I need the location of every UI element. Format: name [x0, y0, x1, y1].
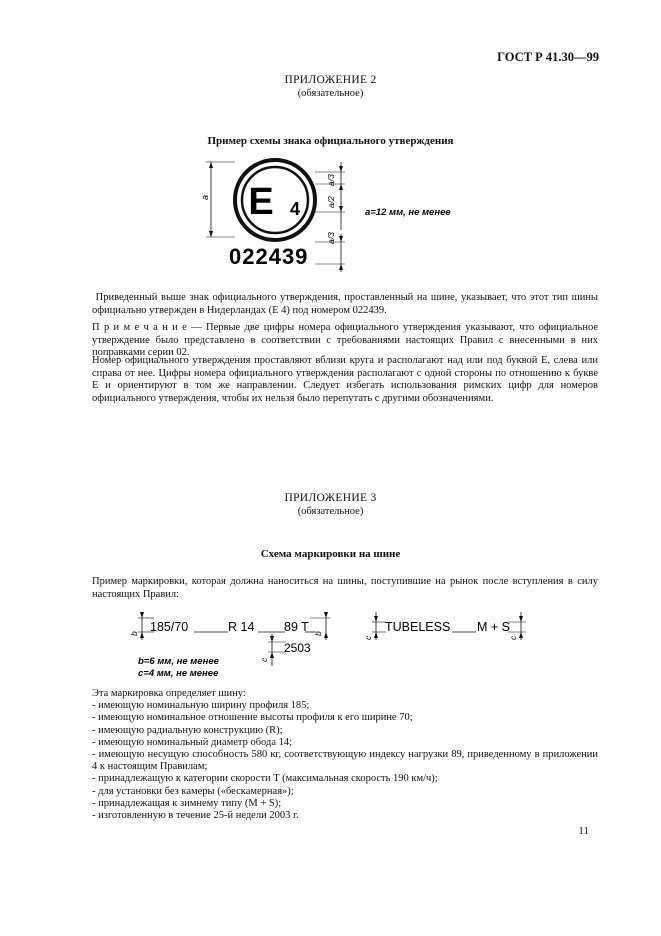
marking-tubeless: TUBELESS: [385, 620, 451, 634]
list-item: - для установки без камеры («бескамерная»);: [92, 785, 294, 797]
list-item: - принадлежащая к зимнему типу (M + S);: [92, 797, 282, 809]
list-item: - принадлежащую к категории скорости T (максимальная скорость 190 км/ч);: [92, 773, 438, 785]
dim-c-week-label: c: [259, 657, 269, 662]
appendix-3-subtitle: (обязательное): [297, 506, 364, 517]
list-item: - имеющую номинальную ширину профиля 185;: [92, 700, 310, 712]
list-item: - имеющую несущую способность 580 кг, соответствующую индексу нагрузки 89, приведенному в приложении 4 к настоящим Правилам;: [92, 749, 598, 773]
list-item: - изготовленную в течение 25-й недели 2003 г.: [92, 810, 299, 822]
list-intro: Эта маркировка определяет шину:: [92, 688, 246, 699]
marking-load-speed: 89 T: [284, 620, 309, 634]
dim-b-right-label: b: [313, 631, 323, 636]
paragraph-number-placement: Номер официального утверждения проставляют вблизи круга и располагают над или под буквой E, слева или справа от нее. Цифры номера официального утверждения располагают с одной стороны по отношению к букве E и ориентируют в том же направлении. Следует избегать использования римских цифр для номеров официального утверждения, чтобы их нельзя было перепутать с другими обозначениями.: [92, 355, 598, 404]
document-code: ГОСТ Р 41.30—99: [497, 50, 599, 64]
marking-construction: R 14: [228, 620, 255, 634]
marking-note-b: b=6 мм, не менее: [138, 656, 219, 667]
list-item: - имеющую радиальную конструкцию (R);: [92, 724, 283, 736]
appendix-2-title: ПРИЛОЖЕНИЕ 2: [284, 74, 377, 86]
list-item: - имеющую номинальный диаметр обода 14;: [92, 736, 293, 748]
page-number: 11: [578, 825, 589, 837]
appendix-2-subtitle: (обязательное): [297, 88, 364, 99]
dim-a3-bottom-label: a/3: [326, 232, 336, 244]
tire-marking-figure: [120, 604, 540, 684]
dim-a2-label: a/2: [326, 196, 336, 208]
marking-week-code: 2503: [284, 641, 311, 655]
dim-b-left-label: b: [129, 631, 139, 636]
appendix-2-heading: Пример схемы знака официального утверждения: [207, 135, 454, 147]
dim-a3-top-label: a/3: [326, 174, 336, 186]
list-item: - имеющую номинальное отношение высоты профиля к его ширине 70;: [92, 712, 413, 724]
approval-size-note: a=12 мм, не менее: [365, 207, 451, 218]
marking-definition-list: [92, 688, 598, 822]
marking-winter: M + S: [477, 620, 510, 634]
paragraph-marking-intro: Пример маркировки, которая должна наноситься на шины, поступившие на рынок после вступления в силу настоящих Правил:: [92, 576, 598, 600]
approval-mark-figure: [195, 152, 465, 277]
appendix-3-title: ПРИЛОЖЕНИЕ 3: [284, 492, 377, 504]
note-label: П р и м е ч а н и е —: [92, 322, 202, 333]
note-text: Первые две цифры номера официального утверждения указывают, что официальное утверждение было представлено в соответствии с требованиями настоящих Правил с внесенными в них поправками серии 02.: [92, 322, 598, 359]
approval-country-number: 4: [289, 199, 301, 219]
dim-c-right-label: c: [508, 635, 518, 640]
marking-size: 185/70: [150, 620, 189, 634]
approval-letter-e: E: [248, 181, 274, 223]
paragraph-approval-text: Приведенный выше знак официального утверждения, проставленный на шине, указывает, что этот тип шины официально утвержден в Нидерландах (E 4) под номером 022439.: [92, 292, 598, 316]
approval-circle-outer: [235, 160, 315, 240]
paragraph-approval-explanation: [92, 292, 598, 317]
dim-a-label: a: [200, 194, 210, 200]
approval-number: 022439: [229, 244, 309, 269]
dim-c-tubeless-label: c: [363, 635, 373, 640]
marking-note-c: c=4 мм, не менее: [138, 668, 219, 679]
appendix-3-heading: Схема маркировки на шине: [260, 548, 401, 560]
